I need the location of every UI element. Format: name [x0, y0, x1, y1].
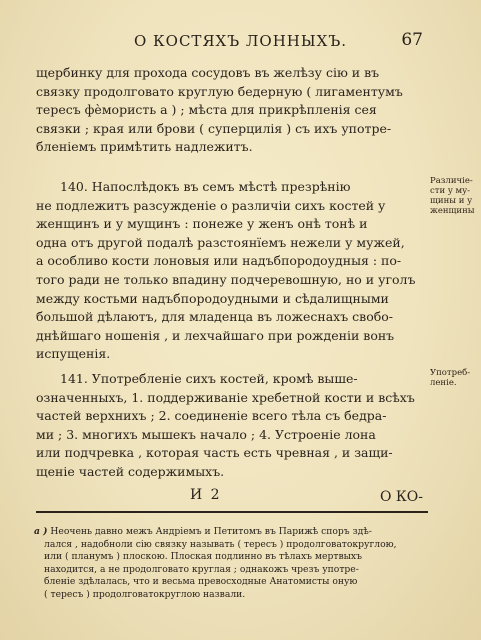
- footnote-line: бленіе здѣлалась, что и весьма превосходные Анатомисты оную: [44, 576, 358, 588]
- margin-note-line: щины и у: [430, 196, 473, 206]
- paragraph-line: не подлежитъ разсужденіе о различіи сихъ костей у: [36, 197, 386, 213]
- paragraph-line: ми ; 3. многихъ мышекъ начало ; 4. Устроеніе лона: [36, 426, 376, 442]
- margin-note-line: Различіе-: [430, 176, 473, 186]
- page-number: 67: [401, 30, 423, 50]
- paragraph-line: означенныхъ, 1. поддерживаніе хребетной кости и всѣхъ: [36, 389, 415, 405]
- margin-note-line: женщины: [430, 206, 475, 216]
- paragraph-line: того ради не только впадину подчеревошную, но и уголъ: [36, 271, 416, 287]
- footnote-line: лался , надобноли сію связку называть ( тересъ ) продолговатокруглою,: [44, 538, 397, 550]
- paragraph-140: [36, 178, 432, 364]
- paragraph-line: женщинъ и у мущинъ : понеже у женъ онѣ тонѣ и: [36, 216, 368, 232]
- paragraph-line: между костьми надъбпородоудными и сѣдалищными: [36, 290, 389, 306]
- footnote-line: находится, а не продолговато круглая ; однакожъ чрезъ употре-: [44, 563, 359, 575]
- paragraph-line: 141. Употребленіе сихъ костей, кромѣ выше-: [60, 371, 358, 386]
- margin-note-line: леніе.: [430, 378, 457, 388]
- paragraph-line: большой дѣлаютъ, для младенца въ ложеснахъ свобо-: [36, 309, 394, 325]
- paragraph-line: связку продолговато круглую бедерную ( лигаментумъ: [36, 83, 403, 99]
- paragraph-line: связки ; края или брови ( суперцилія ) съ ихъ употре-: [36, 120, 392, 136]
- signature-mark: И 2: [190, 487, 222, 503]
- margin-note-differences: [430, 176, 481, 216]
- paragraph-line: или подчревка , которая часть есть чревная , и защи-: [36, 445, 393, 461]
- footnote-line-text: Неочень давно межъ Андріемъ и Петитомъ въ Парижѣ споръ здѣ-: [50, 526, 372, 537]
- paragraph-line: а особливо кости лоновыя или надъбпородоудныя : по-: [36, 253, 402, 269]
- catchword: О КО-: [380, 489, 423, 505]
- footnote-divider: [36, 511, 428, 513]
- paragraph-line: 140. Напослѣдокъ въ семъ мѣстѣ презрѣнію: [60, 179, 351, 194]
- paragraph-line: одна отъ другой подалѣ разстоянїемъ нежели у мужей,: [36, 234, 405, 250]
- running-title: О КОСТЯХЪ ЛОННЫХЪ.: [133, 32, 348, 50]
- footnote-line: или ( планумъ ) плоскою. Плоская подлинно въ тѣлахъ мертвыхъ: [44, 551, 362, 563]
- footnote-line: [34, 526, 438, 539]
- paragraph-141: [36, 370, 432, 482]
- paragraph-line: щеніе частей содержимыхъ.: [36, 463, 225, 479]
- footnote: [34, 526, 438, 602]
- footnote-mark: а ): [34, 526, 48, 537]
- paragraph-line: днѣйшаго ношенія , и лехчайшаго при рожденіи вонъ: [36, 327, 395, 343]
- page-header: [0, 30, 481, 54]
- paragraph-line: тересъ фѐмористь а ) ; мѣста для прикрѣпленія сея: [36, 102, 377, 118]
- margin-note-usage: [430, 368, 481, 388]
- footnote-line: ( тересъ ) продолговатокруглою назвали.: [44, 588, 246, 600]
- margin-note-line: Употреб-: [430, 368, 471, 378]
- paragraph-1: [36, 64, 432, 157]
- paragraph-line: частей верхнихъ ; 2. соединеніе всего тѣла съ бедра-: [36, 408, 387, 424]
- paragraph-line: бленіемъ примѣтить надлежитъ.: [36, 139, 253, 155]
- margin-note-line: сти у му-: [430, 186, 471, 196]
- paragraph-line: испущенія.: [36, 346, 111, 362]
- paragraph-line: щербинку для прохода сосудовъ въ желѣзу сію и въ: [36, 65, 380, 80]
